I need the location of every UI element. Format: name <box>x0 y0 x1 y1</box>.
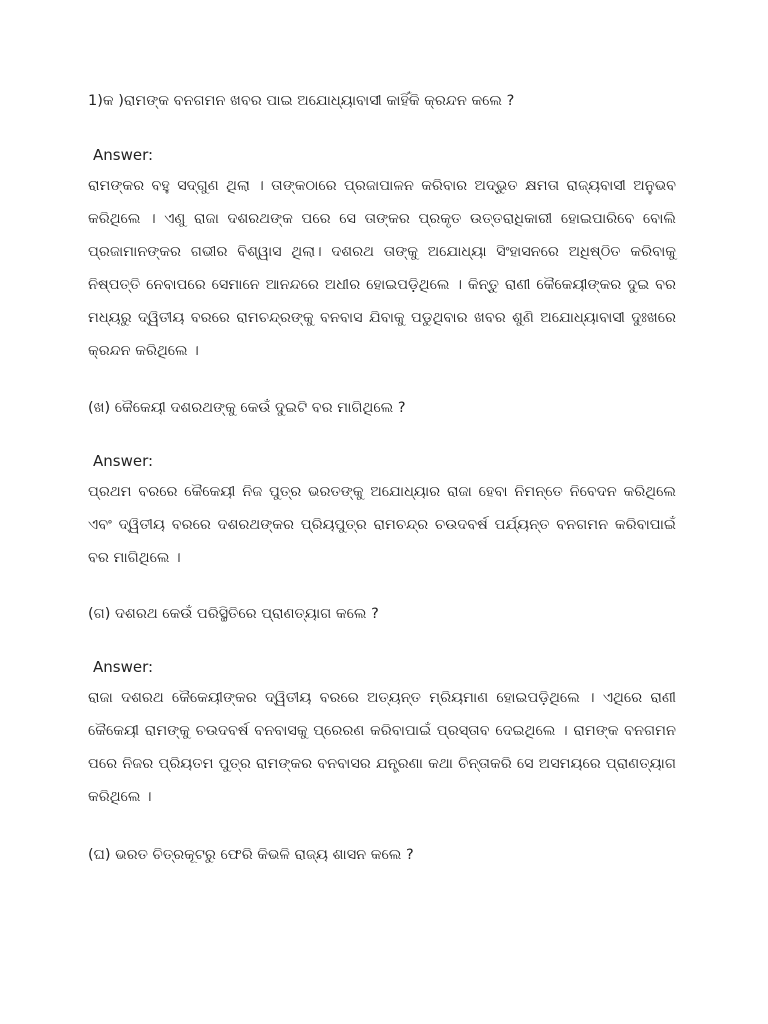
question-ga: (ଗ) ଦଶରଥ କେଉଁ ପରିସ୍ଥିତିରେ ପ୍ରାଣତ୍ୟାଗ କଲେ ? <box>88 606 379 622</box>
answer-text-kha: ପ୍ରଥମ ବରରେ କୈକେୟୀ ନିଜ ପୁତ୍ର ଭରତଙ୍କୁ ଅଯୋଧ୍ୟାର ରାଜା ହେବା ନିମନ୍ତେ ନିବେଦନ କରିଥିଲେ ଏବଂ ଦ୍ୱିତୀୟ ବରରେ ଦଶରଥଙ୍କର ପ୍ରିୟପୁତ୍ର ରାମଚନ୍ଦ୍ର ଚଉଦବର୍ଷ ପର୍ଯ୍ୟନ୍ତ ବନଗମନ କରିବାପାଇଁ ବର ମାଗିଥିଲେ । <box>88 484 676 566</box>
answer-label-ka: Answer: <box>93 146 154 164</box>
answer-label-kha: Answer: <box>93 452 154 470</box>
question-ka: 1)କ )ରାମଙ୍କ ବନଗମନ ଖବର ପାଇ ଅଯୋଧ୍ୟାବାସୀ କାହିଁକି କ୍ରନ୍ଦନ କଲେ ? <box>88 93 515 109</box>
answer-text-ga: ରାଜା ଦଶରଥ କୈକେୟୀଙ୍କର ଦ୍ୱିତୀୟ ବରରେ ଅତ୍ୟନ୍ତ ମ୍ରିୟମାଣ ହୋଇପଡ଼ିଥିଲେ । ଏଥିରେ ରାଣୀ କୈକେୟୀ ରାମଙ୍କୁ ଚଉଦବର୍ଷ ବନବାସକୁ ପ୍ରେରଣ କରିବାପାଇଁ ପ୍ରସ୍ତାବ ଦେଇଥିଲେ । ରାମଙ୍କ ବନଗମନ ପରେ ନିଜର ପ୍ରିୟତମ ପୁତ୍ର ରାମଙ୍କର ବନବାସର ଯନ୍ତ୍ରଣା କଥା ଚିନ୍ତାକରି ସେ ଅସମୟରେ ପ୍ରାଣତ୍ୟାଗ କରିଥିଲେ । <box>88 690 676 805</box>
answer-label-ga: Answer: <box>93 658 154 676</box>
answer-text-ka: ରାମଙ୍କର ବହୁ ସଦ୍‌ଗୁଣ ଥିଲା । ତାଙ୍କଠାରେ ପ୍ରଜାପାଳନ କରିବାର ଅଦ୍ଭୁତ କ୍ଷମତା ରାଜ୍ୟବାସୀ ଅନୁଭବ କରିଥିଲେ । ଏଣୁ ରାଜା ଦଶରଥଙ୍କ ପରେ ସେ ତାଙ୍କର ପ୍ରକୃତ ଉତ୍ତରାଧିକାରୀ ହୋଇପାରିବେ ବୋଲି ପ୍ରଜାମାନଙ୍କର ଗଭୀର ବିଶ୍ୱାସ ଥିଲା। ଦଶରଥ ତାଙ୍କୁ ଅଯୋଧ୍ୟା ସିଂହାସନରେ ଅଧିଷ୍ଠିତ କରିବାକୁ ନିଷ୍ପତ୍ତି ନେବାପରେ ସେମାନେ ଆନନ୍ଦରେ ଅଧୀର ହୋଇପଡ଼ିଥିଲେ । କିନ୍ତୁ ରାଣୀ କୈକେୟୀଙ୍କର ଦୁଇ ବର ମଧ୍ୟରୁ ଦ୍ୱିତୀୟ ବରରେ ରାମଚନ୍ଦ୍ରଙ୍କୁ ବନବାସ ଯିବାକୁ ପଡୁଥିବାର ଖବର ଶୁଣି ଅଯୋଧ୍ୟାବାସୀ ଦୁଃଖରେ କ୍ରନ୍ଦନ କରିଥିଲେ । <box>88 178 676 359</box>
question-kha: (ଖ) କୈକେୟୀ ଦଶରଥଙ୍କୁ କେଉଁ ଦୁଇଟି ବର ମାଗିଥିଲେ ? <box>88 400 406 416</box>
question-gha: (ଘ) ଭରତ ଚିତ୍ରକୂଟରୁ ଫେରି କିଭଳି ରାଜ୍ୟ ଶାସନ କଲେ ? <box>88 847 414 863</box>
